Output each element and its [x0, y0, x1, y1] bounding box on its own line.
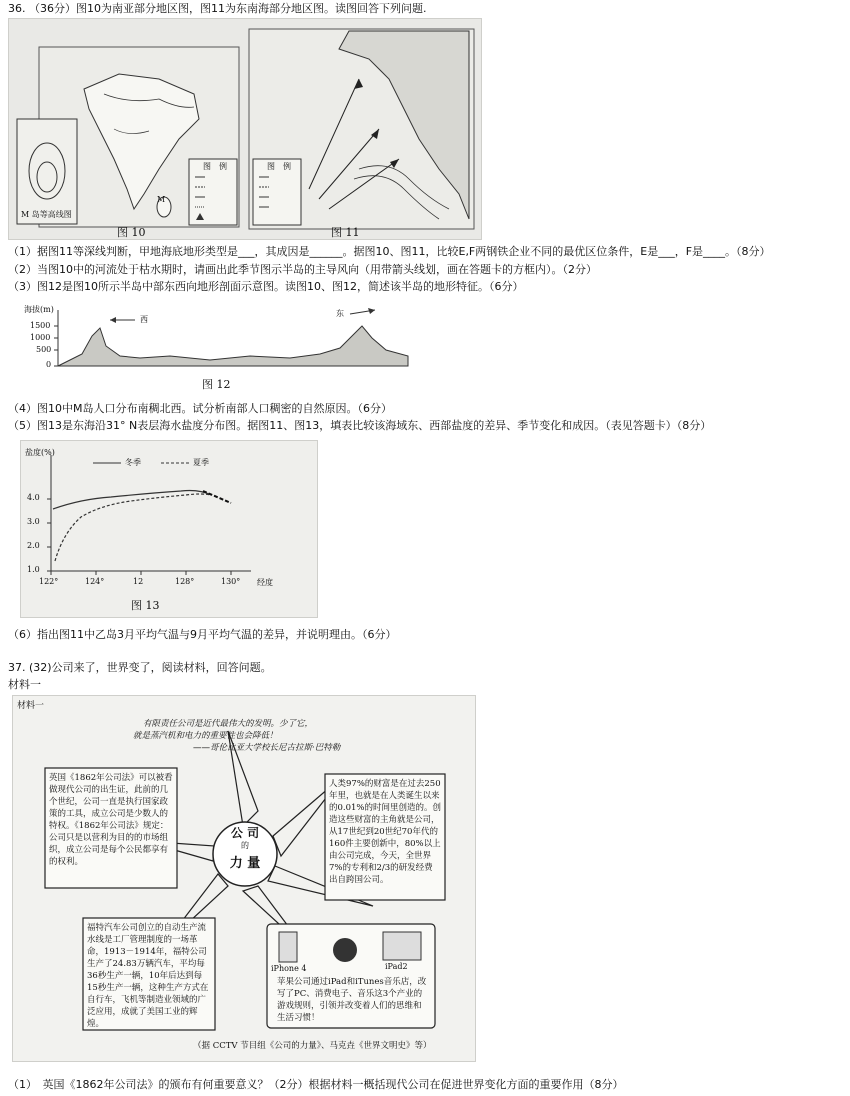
fig12-ylabel: 海拔(m) — [24, 305, 54, 314]
q36-part2: （2）当图10中的河流处于枯水期时，请画出此季节图示半岛的主导风向（用带箭头线划，画在答题卡的方框内）。（2分） — [8, 263, 597, 276]
q36-part4: （4）图10中M岛人口分布南稠北西。试分析南部人口稠密的自然原因。（6分） — [8, 402, 392, 415]
center-title-line1: 公 司 — [230, 826, 260, 840]
q36-part3: （3）图12是图10所示半岛中部东西向地形剖面示意图。读图10、图12，简述该半岛的地形特征。（6分） — [8, 280, 524, 293]
fig13-legend-winter: 冬季 — [125, 458, 141, 467]
fig12-ytick-1500: 1500 — [30, 321, 51, 330]
fig13-legend-summer: 夏季 — [193, 458, 209, 467]
q36-part5: （5）图13是东海沿31° N表层海水盐度分布图。据图11、图13，填表比较该海域东、西部盐度的差异、季节变化和成因。（表见答题卡）（8分） — [8, 419, 712, 432]
center-title-line2: 的 — [241, 841, 249, 850]
figure-12 — [10, 298, 410, 394]
q37-part1: （1） 英国《1862年公司法》的颁布有何重要意义？（2分）根据材料一概括现代公司在促进世界变化方面的重要作用（8分） — [8, 1078, 624, 1091]
iphone-label: iPhone 4 — [271, 964, 307, 973]
fig11-legend-title: 图 例 — [267, 162, 291, 171]
material-1-scan — [12, 695, 476, 1062]
fig10-legend-title: 图 例 — [203, 162, 227, 171]
q36-part6: （6）指出图11中乙岛3月平均气温与9月平均气温的差异，并说明理由。（6分） — [8, 628, 397, 641]
box-wealth-innovation: 人类97%的财富是在过去250年里，也就是在人类诞生以来的0.01%的时间里创造的。创造这些财富的主角就是公司，从17世纪到20世纪70年代的160件主要创新中，80%以上由公司完成，今天，全世界7%的专利和2/3的研发经费出自跨国公司。 — [329, 779, 442, 885]
scan-material-label: 材料一 — [17, 701, 45, 711]
material-source: （据 CCTV 节目组《公司的力量》、马克垚《世界文明史》等） — [193, 1041, 432, 1051]
fig13-ytick-2: 2.0 — [27, 541, 40, 550]
fig10-caption: 图 10 — [117, 226, 146, 239]
figure-13 — [20, 440, 318, 618]
fig13-ytick-1: 1.0 — [27, 565, 40, 574]
fig10-inset-label: M 岛等高线图 — [21, 210, 72, 219]
fig12-east: 东 — [336, 309, 344, 318]
quote-line-2: 就是蒸汽机和电力的重要性也会降低！ — [133, 731, 278, 741]
q37-material-label: 材料一 — [8, 678, 41, 691]
fig13-xtick-124: 124° — [85, 577, 105, 586]
q36-part1: （1）据图11等深线判断，甲地海底地形类型是___，其成因是______。据图10、图11，比较E,F两钢铁企业不同的最优区位条件，E是___，F是____。（8分） — [8, 245, 771, 258]
fig12-ytick-0: 0 — [46, 360, 52, 369]
fig13-ytick-4: 4.0 — [27, 493, 40, 502]
fig13-xtick-122: 122° — [39, 577, 59, 586]
fig13-xtick-130: 130° — [221, 577, 241, 586]
fig12-caption: 图 12 — [202, 378, 231, 391]
fig13-caption: 图 13 — [131, 599, 160, 612]
quote-line-1: 有限责任公司是近代最伟大的发明。少了它， — [143, 719, 314, 729]
fig13-ylabel: 盐度(%) — [25, 448, 55, 457]
box-companies-act: 英国《1862年公司法》可以被看做现代公司的出生证，此前的几个世纪，公司一直是执行国家政策的工具，成立公司是少数人的特权。《1862年公司法》规定：公司只是以营利为目的的市场组织，成立公司是每个公民都享有的权利。 — [49, 773, 173, 867]
q36-title: 36. （36分）图10为南亚部分地区图，图11为东南海部分地区图。读图回答下列问题. — [8, 2, 427, 15]
quote-author: ——哥伦比亚大学校长尼古拉斯·巴特勒 — [193, 743, 341, 753]
q37-title: 37. (32)公司来了，世界变了，阅读材料，回答问题。 — [8, 661, 272, 674]
figure-10-11-scan — [8, 18, 482, 240]
box-ford: 福特汽车公司创立的自动生产流水线是工厂管理制度的一场革命，1913－1914年，福特公司生产了24.83万辆汽车，平均每36秒生产一辆，10年后达到每15秒生产一辆，这种生产方式在自行车，飞机等制造业领域的广泛应用，成就了美国工业的辉煌。 — [87, 923, 209, 1029]
center-title-line3: 力 量 — [229, 856, 261, 871]
fig13-ytick-3: 3.0 — [27, 517, 40, 526]
fig11-caption: 图 11 — [331, 226, 360, 239]
box-apple: 苹果公司通过iPad和iTunes音乐店，改写了PC、消费电子、音乐这3个产业的游戏规则，引领并改变着人们的思维和生活习惯！ — [277, 977, 427, 1023]
fig12-west: 西 — [140, 315, 148, 324]
fig12-ytick-500: 500 — [36, 345, 52, 354]
fig10-point-m: M — [157, 195, 166, 204]
fig13-xtick-12: 12 — [133, 577, 144, 586]
fig12-ytick-1000: 1000 — [30, 333, 51, 342]
ipad-label: iPad2 — [385, 962, 408, 971]
fig13-xlabel: 经度 — [257, 578, 273, 587]
fig13-xtick-128: 128° — [175, 577, 195, 586]
